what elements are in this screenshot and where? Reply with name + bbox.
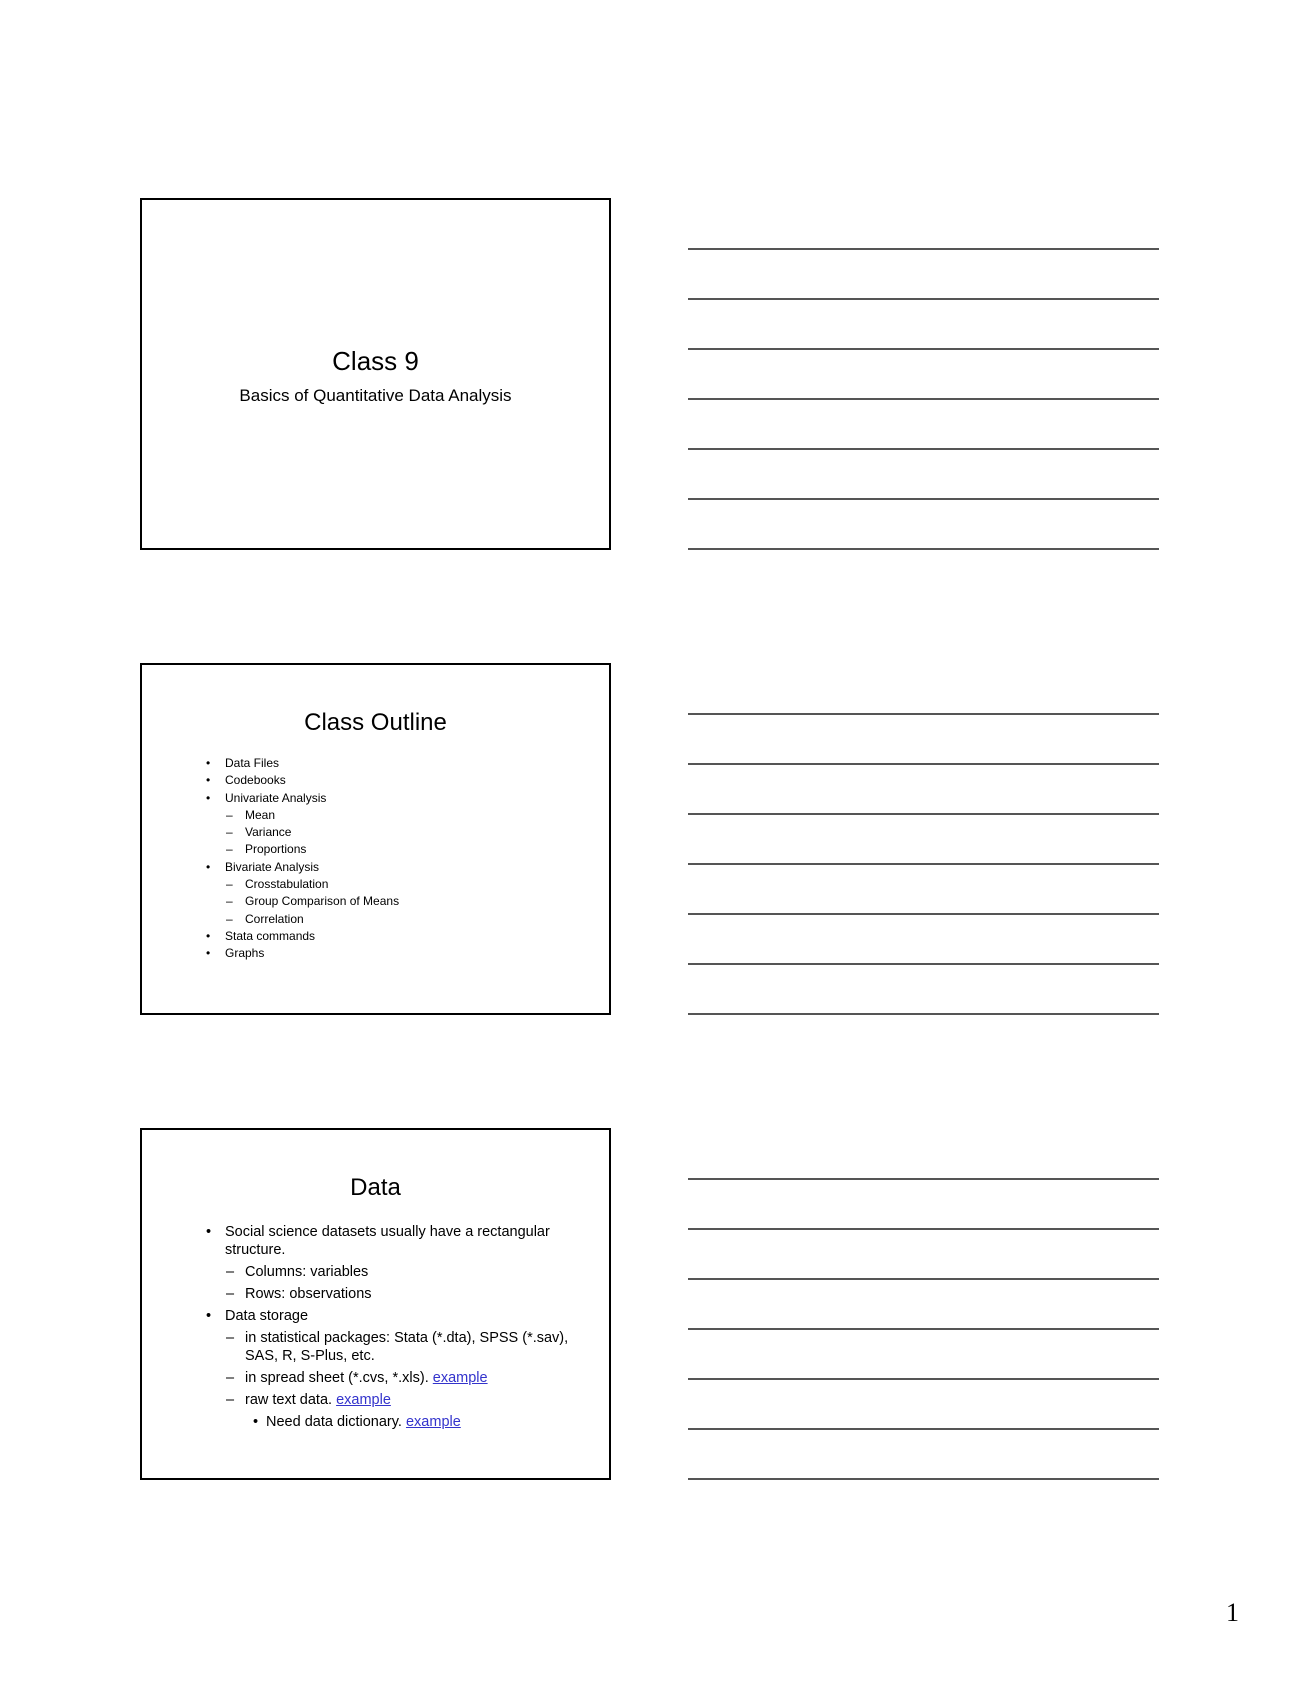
- outline-item: [204, 755, 399, 772]
- note-line: [688, 1328, 1159, 1330]
- data-item: [204, 1223, 580, 1259]
- outline-item-text: Correlation: [245, 911, 304, 926]
- data-item-text: in spread sheet (*.cvs, *.xls).: [245, 1370, 429, 1386]
- data-item-text: Data storage: [225, 1308, 309, 1324]
- notes-lines-2: [688, 713, 1159, 1023]
- page-number: 1: [1226, 1598, 1239, 1627]
- note-line: [688, 1428, 1159, 1430]
- dash-marker: –: [226, 894, 233, 909]
- dash-marker: –: [226, 1370, 235, 1386]
- bullet-marker: •: [206, 928, 211, 943]
- note-line: [688, 1178, 1159, 1180]
- outline-item-text: Graphs: [225, 946, 265, 961]
- dash-marker: –: [226, 1286, 235, 1302]
- notes-lines-1: [688, 248, 1159, 558]
- dash-marker: –: [226, 1392, 235, 1408]
- outline-item: [204, 945, 399, 962]
- outline-list: [204, 755, 399, 963]
- dash-marker: –: [226, 842, 233, 857]
- data-item-text: raw text data.: [245, 1392, 333, 1408]
- data-item: [204, 1369, 580, 1387]
- outline-item-text: Proportions: [245, 842, 307, 857]
- note-line: [688, 763, 1159, 765]
- bullet-marker: •: [253, 1414, 259, 1430]
- data-item-text: Need data dictionary.: [266, 1414, 402, 1430]
- note-line: [688, 248, 1159, 250]
- outline-item: [204, 876, 399, 893]
- dash-marker: –: [226, 807, 233, 822]
- outline-item-text: Variance: [245, 825, 292, 840]
- note-line: [688, 1228, 1159, 1230]
- notes-lines-3: [688, 1178, 1159, 1488]
- note-line: [688, 398, 1159, 400]
- slide-outline-heading: Class Outline: [304, 709, 447, 736]
- data-item: [204, 1329, 580, 1365]
- note-line: [688, 498, 1159, 500]
- dash-marker: –: [226, 1264, 235, 1280]
- outline-item: [204, 841, 399, 858]
- data-item-text: Social science datasets usually have a rectangular structure.: [225, 1224, 550, 1258]
- example-link[interactable]: example: [432, 1370, 488, 1386]
- note-line: [688, 1013, 1159, 1015]
- dash-marker: –: [226, 877, 233, 892]
- outline-item: [204, 790, 399, 807]
- note-line: [688, 813, 1159, 815]
- data-item-text: Rows: observations: [245, 1286, 372, 1302]
- dash-marker: –: [226, 911, 233, 926]
- bullet-marker: •: [206, 859, 211, 874]
- bullet-marker: •: [206, 1308, 212, 1324]
- slide-data-heading: Data: [350, 1174, 401, 1201]
- slide-class-outline: [140, 663, 611, 1015]
- note-line: [688, 348, 1159, 350]
- data-item: [204, 1413, 566, 1431]
- outline-item-text: Codebooks: [225, 773, 286, 788]
- data-item: [204, 1391, 580, 1409]
- bullet-marker: •: [206, 756, 211, 770]
- bullet-marker: •: [206, 773, 211, 788]
- note-line: [688, 1478, 1159, 1480]
- note-line: [688, 448, 1159, 450]
- outline-item: [204, 928, 399, 945]
- note-line: [688, 963, 1159, 965]
- dash-marker: –: [226, 1330, 235, 1346]
- note-line: [688, 298, 1159, 300]
- data-item: [204, 1307, 580, 1325]
- outline-item: [204, 824, 399, 841]
- data-item: [204, 1263, 580, 1281]
- example-link[interactable]: example: [336, 1392, 391, 1408]
- data-list: [204, 1223, 580, 1431]
- data-item-text: in statistical packages: Stata (*.dta), SPSS (*.sav), SAS, R, S-Plus, etc.: [245, 1330, 569, 1364]
- bullet-marker: •: [206, 1224, 212, 1240]
- slide-data: [140, 1128, 611, 1480]
- note-line: [688, 713, 1159, 715]
- outline-item-text: Group Comparison of Means: [245, 894, 400, 909]
- note-line: [688, 548, 1159, 550]
- outline-item: [204, 807, 399, 824]
- outline-item-text: Univariate Analysis: [225, 790, 327, 805]
- data-item: [204, 1285, 580, 1303]
- note-line: [688, 863, 1159, 865]
- outline-item: [204, 911, 399, 928]
- outline-item-text: Bivariate Analysis: [225, 859, 320, 874]
- bullet-marker: •: [206, 790, 211, 805]
- outline-item: [204, 772, 399, 789]
- outline-item-text: Mean: [245, 807, 276, 822]
- slide-title-heading: Class 9: [332, 346, 419, 376]
- note-line: [688, 1278, 1159, 1280]
- data-item-text: Columns: variables: [245, 1264, 369, 1280]
- slide-title: [140, 198, 611, 550]
- outline-item-text: Stata commands: [225, 928, 316, 943]
- outline-item-text: Crosstabulation: [245, 877, 329, 892]
- note-line: [688, 1378, 1159, 1380]
- slide-title-subtitle: Basics of Quantitative Data Analysis: [239, 386, 512, 405]
- dash-marker: –: [226, 825, 233, 840]
- example-link[interactable]: example: [405, 1414, 461, 1430]
- outline-item: [204, 859, 399, 876]
- outline-item-text: Data Files: [225, 756, 280, 770]
- outline-item: [204, 893, 399, 910]
- note-line: [688, 913, 1159, 915]
- bullet-marker: •: [206, 946, 211, 961]
